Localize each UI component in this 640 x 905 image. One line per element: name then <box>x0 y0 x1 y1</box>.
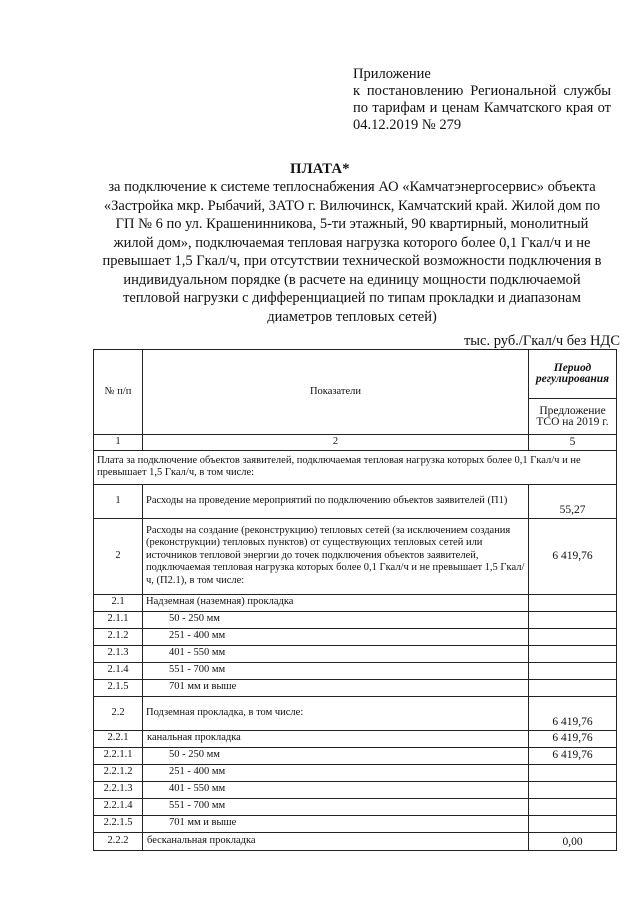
annex-reference: к постановлению Региональной службы по тарифам и ценам Камчатского края от 04.12.2019 № 279 <box>353 83 611 133</box>
column-numbers-row <box>94 435 617 451</box>
row-num: 2.2 <box>94 696 143 730</box>
table-row <box>94 730 617 747</box>
row-num: 2.2.1.2 <box>94 764 143 781</box>
table-row <box>94 815 617 832</box>
section-row <box>94 450 617 484</box>
row-value: 6 419,76 <box>529 518 617 594</box>
row-num: 2.1.2 <box>94 628 143 645</box>
table-row <box>94 594 617 611</box>
row-num: 2 <box>94 518 143 594</box>
section-text: Плата за подключение объектов заявителей, подключаемая тепловая нагрузка которых более 0,1 Гкал/ч и не превышает 1,5 Гкал/ч, в том числе: <box>94 450 617 484</box>
header-indicators: Показатели <box>143 350 529 435</box>
row-text: 551 - 700 мм <box>143 662 529 679</box>
fee-table <box>93 349 617 851</box>
row-text: 701 мм и выше <box>143 815 529 832</box>
colnum-5: 5 <box>529 435 617 451</box>
annex-block <box>353 66 611 134</box>
row-text: 551 - 700 мм <box>143 798 529 815</box>
table-row <box>94 611 617 628</box>
row-num: 2.2.2 <box>94 832 143 850</box>
annex-title: Приложение <box>353 66 431 82</box>
row-text: 701 мм и выше <box>143 679 529 696</box>
header-offer: Предложение ТСО на 2019 г. <box>529 399 617 435</box>
row-num: 2.2.1.4 <box>94 798 143 815</box>
row-num: 2.2.1.1 <box>94 747 143 764</box>
table-row <box>94 781 617 798</box>
row-num: 2.2.1.5 <box>94 815 143 832</box>
table-row <box>94 764 617 781</box>
row-value <box>529 662 617 679</box>
table-row <box>94 798 617 815</box>
row-num: 2.1.5 <box>94 679 143 696</box>
row-text: 50 - 250 мм <box>143 747 529 764</box>
table-row <box>94 518 617 594</box>
row-value <box>529 815 617 832</box>
row-value <box>529 781 617 798</box>
table-row <box>94 696 617 730</box>
row-num: 2.1 <box>94 594 143 611</box>
row-text: Надземная (наземная) прокладка <box>143 594 529 611</box>
table-row <box>94 747 617 764</box>
row-text: 251 - 400 мм <box>143 628 529 645</box>
row-text: Подземная прокладка, в том числе: <box>143 696 529 730</box>
row-value <box>529 594 617 611</box>
row-value: 6 419,76 <box>529 696 617 730</box>
units-label: тыс. руб./Гкал/ч без НДС <box>463 333 620 349</box>
row-text: бесканальная прокладка <box>143 832 529 850</box>
row-value: 6 419,76 <box>529 747 617 764</box>
row-num: 2.1.3 <box>94 645 143 662</box>
colnum-1: 1 <box>94 435 143 451</box>
row-text: 401 - 550 мм <box>143 781 529 798</box>
row-value <box>529 611 617 628</box>
row-value: 6 419,76 <box>529 730 617 747</box>
document-title: ПЛАТА* <box>290 161 350 177</box>
row-value: 0,00 <box>529 832 617 850</box>
row-text: 251 - 400 мм <box>143 764 529 781</box>
row-num: 1 <box>94 484 143 518</box>
table-row <box>94 662 617 679</box>
row-value: 55,27 <box>529 484 617 518</box>
header-period: Период регулирования <box>529 350 617 399</box>
colnum-2: 2 <box>143 435 529 451</box>
row-value <box>529 679 617 696</box>
header-row <box>94 350 617 399</box>
row-value <box>529 645 617 662</box>
row-value <box>529 798 617 815</box>
row-value <box>529 764 617 781</box>
table-row <box>94 484 617 518</box>
header-num: № п/п <box>94 350 143 435</box>
row-value <box>529 628 617 645</box>
row-text: 401 - 550 мм <box>143 645 529 662</box>
row-num: 2.2.1 <box>94 730 143 747</box>
row-text: Расходы на создание (реконструкцию) тепловых сетей (за исключением создания (реконструкции) тепловых пунктов) от существующих тепловых сетей или источников тепловой энергии до точек подключения объектов заявителей, подключаемая тепловая нагрузка которых более 0,1 Гкал/ч и не превышает 1,5 Гкал/ч, (П2.1), в том числе: <box>143 518 529 594</box>
row-text: канальная прокладка <box>143 730 529 747</box>
row-text: Расходы на проведение мероприятий по подключению объектов заявителей (П1) <box>143 484 529 518</box>
row-num: 2.2.1.3 <box>94 781 143 798</box>
table-row <box>94 628 617 645</box>
table-row <box>94 645 617 662</box>
table-row <box>94 679 617 696</box>
row-num: 2.1.4 <box>94 662 143 679</box>
row-num: 2.1.1 <box>94 611 143 628</box>
table-row <box>94 832 617 850</box>
row-text: 50 - 250 мм <box>143 611 529 628</box>
document-subtitle: за подключение к системе теплоснабжения АО «Камчатэнергосервис» объекта «Застройка мкр. Рыбачий, ЗАТО г. Вилючинск, Камчатский край. Жилой дом по ГП № 6 по ул. Крашенинникова, 5-ти этажный, 90 квартирный, монолитный жилой дом», подключаемая тепловая нагрузка которого более 0,1 Гкал/ч и не превышает 1,5 Гкал/ч, при отсутствии технической возможности подключения в индивидуальном порядке (в расчете на единицу мощности подключаемой тепловой нагрузки с дифференциацией по типам прокладки и диапазонам диаметров тепловых сетей) <box>102 179 602 325</box>
